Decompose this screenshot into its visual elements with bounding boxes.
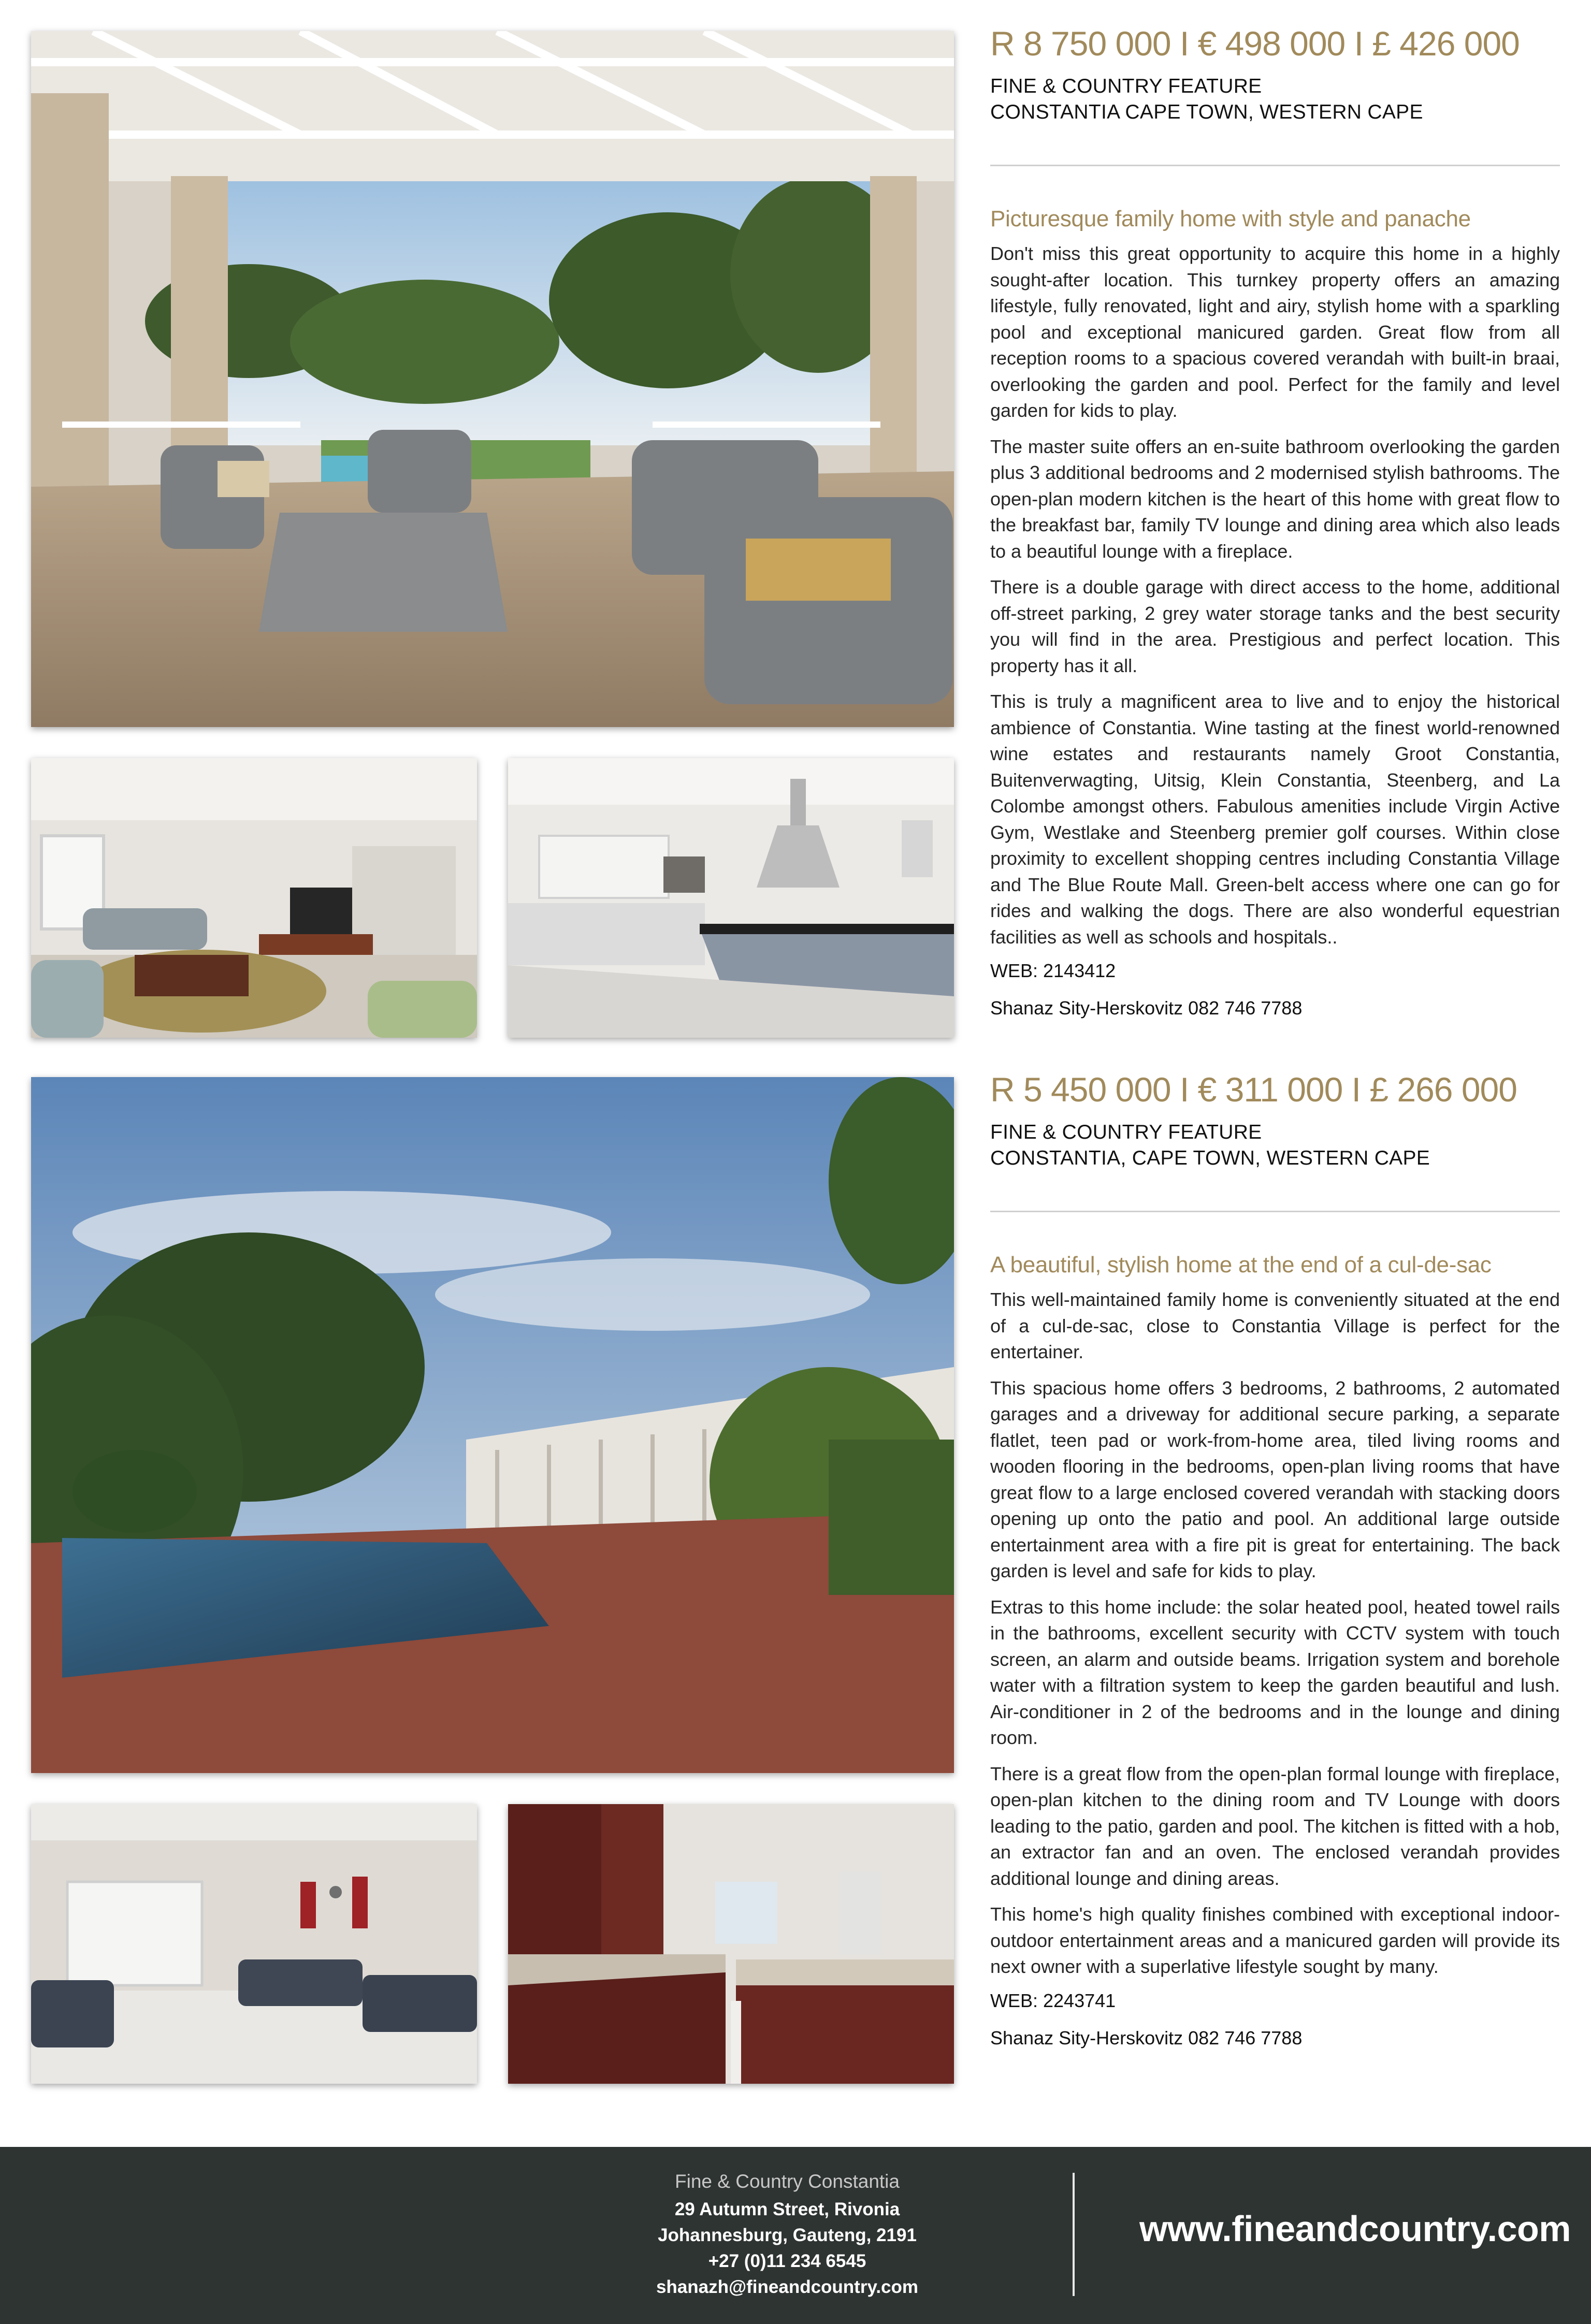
listing-2-feature-label: FINE & COUNTRY FEATURE xyxy=(990,1121,1262,1143)
listing-1-photo-lounge xyxy=(31,758,477,1038)
footer-address-line-1: 29 Autumn Street, Rivonia xyxy=(674,2199,900,2219)
footer-office-block xyxy=(606,2167,968,2300)
listing-1-price: R 8 750 000 I € 498 000 I £ 426 000 xyxy=(990,24,1520,63)
listing-1-paragraph: There is a double garage with direct access to the home, additional off-street parking, 2 grey water storage tanks and the best security you will find in the area. Prestigious and perfect location. This property has it all. xyxy=(990,576,1560,676)
listing-2-details xyxy=(990,1069,1560,2051)
listing-1-web-ref: WEB: 2143412 xyxy=(990,960,1116,981)
listing-2-location: CONSTANTIA, CAPE TOWN, WESTERN CAPE xyxy=(990,1147,1430,1169)
listing-2-photo-kitchen xyxy=(508,1804,954,2084)
footer xyxy=(0,2147,1591,2324)
listing-1-hero-photo-verandah xyxy=(31,31,954,727)
footer-office-name: Fine & Country Constantia xyxy=(675,2171,900,2192)
listing-2-price: R 5 450 000 I € 311 000 I £ 266 000 xyxy=(990,1070,1517,1109)
footer-email[interactable]: shanazh@fineandcountry.com xyxy=(656,2277,919,2297)
listing-2-paragraph: Extras to this home include: the solar heated pool, heated towel rails in the bathrooms, excellent security with CCTV system with touch screen, an alarm and outside beams. Irrigation system and borehole water with a filtration system to keep the garden beautiful and lush. Air-conditioner in 2 of the bedrooms and in the lounge and dining room. xyxy=(990,1596,1560,1748)
listing-2-hero-photo-pool xyxy=(31,1077,954,1773)
listing-1-headline: Picturesque family home with style and panache xyxy=(990,206,1471,231)
listing-1-divider xyxy=(990,165,1560,166)
footer-divider xyxy=(1073,2173,1075,2296)
listing-1-location: CONSTANTIA CAPE TOWN, WESTERN CAPE xyxy=(990,101,1423,123)
listing-2-paragraph: There is a great flow from the open-plan formal lounge with fireplace, open-plan kitchen to the dining room and TV Lounge with doors leading to the patio, garden and pool. The kitchen is fitted with a hob, an extractor fan and an oven. The enclosed verandah provides additional lounge and dining areas. xyxy=(990,1763,1560,1889)
footer-phone[interactable]: +27 (0)11 234 6545 xyxy=(708,2251,866,2271)
listing-1-details xyxy=(990,23,1560,1021)
listing-1-paragraph: The master suite offers an en-suite bathroom overlooking the garden plus 3 additional bedrooms and 2 modernised stylish bathrooms. The open-plan modern kitchen is the heart of this home with great flow to the breakfast bar, family TV lounge and dining area which also leads to a beautiful lounge with a fireplace. xyxy=(990,435,1560,562)
listing-1-feature-label: FINE & COUNTRY FEATURE xyxy=(990,75,1262,97)
listing-2-agent-contact: Shanaz Sity-Herskovitz 082 746 7788 xyxy=(990,2027,1303,2049)
listing-2-paragraph: This home's high quality finishes combined with exceptional indoor-outdoor entertainment areas and a manicured garden will provide its next owner with a superlative lifestyle sought by many. xyxy=(990,1904,1560,1977)
listing-2-divider xyxy=(990,1211,1560,1212)
listing-1-paragraph: This is truly a magnificent area to live and to enjoy the historical ambience of Constantia. Wine tasting at the finest world-renowned wine estates and restaurants namely Groot Constantia, Buitenverwagting, Uitsig, Klein Constantia, Steenberg, and La Colombe amongst others. Fabulous amenities include Virgin Active Gym, Westlake and Steenberg premier golf courses. Within close proximity to excellent shopping centres including Constantia Village and The Blue Route Mall. Green-belt access where one can go for rides and walking the dogs. There are also wonderful equestrian facilities as well as schools and hospitals.. xyxy=(990,691,1560,948)
listing-2-headline: A beautiful, stylish home at the end of a cul-de-sac xyxy=(990,1252,1492,1277)
footer-address-line-2: Johannesburg, Gauteng, 2191 xyxy=(658,2225,917,2245)
footer-website-link[interactable]: www.fineandcountry.com xyxy=(1139,2209,1571,2249)
listing-2-web-ref: WEB: 2243741 xyxy=(990,1989,1116,2011)
listing-2-paragraph: This spacious home offers 3 bedrooms, 2 bathrooms, 2 automated garages and a driveway for additional secure parking, a separate flatlet, teen pad or work-from-home area, tiled living rooms and wooden flooring in the bedrooms, open-plan living rooms that have great flow to a large enclosed covered verandah with stacking doors opening up onto the patio and pool. An additional large outside entertainment area with a fire pit is great for entertaining. The back garden is level and safe for kids to play. xyxy=(990,1377,1560,1581)
listing-1-paragraph: Don't miss this great opportunity to acquire this home in a highly sought-after location. This turnkey property offers an amazing lifestyle, fully renovated, light and airy, stylish home with a sparkling pool and exceptional manicured garden. Great flow from all reception rooms to a spacious covered verandah with built-in braai, overlooking the garden and pool. Perfect for the family and level garden for kids to play. xyxy=(990,243,1560,421)
listing-1-agent-contact: Shanaz Sity-Herskovitz 082 746 7788 xyxy=(990,997,1303,1019)
listing-2-paragraph: This well-maintained family home is conveniently situated at the end of a cul-de-sac, close to Constantia Village is perfect for the entertainer. xyxy=(990,1289,1560,1362)
listing-2-photo-lounge xyxy=(31,1804,477,2084)
listing-1-photo-kitchen xyxy=(508,758,954,1038)
